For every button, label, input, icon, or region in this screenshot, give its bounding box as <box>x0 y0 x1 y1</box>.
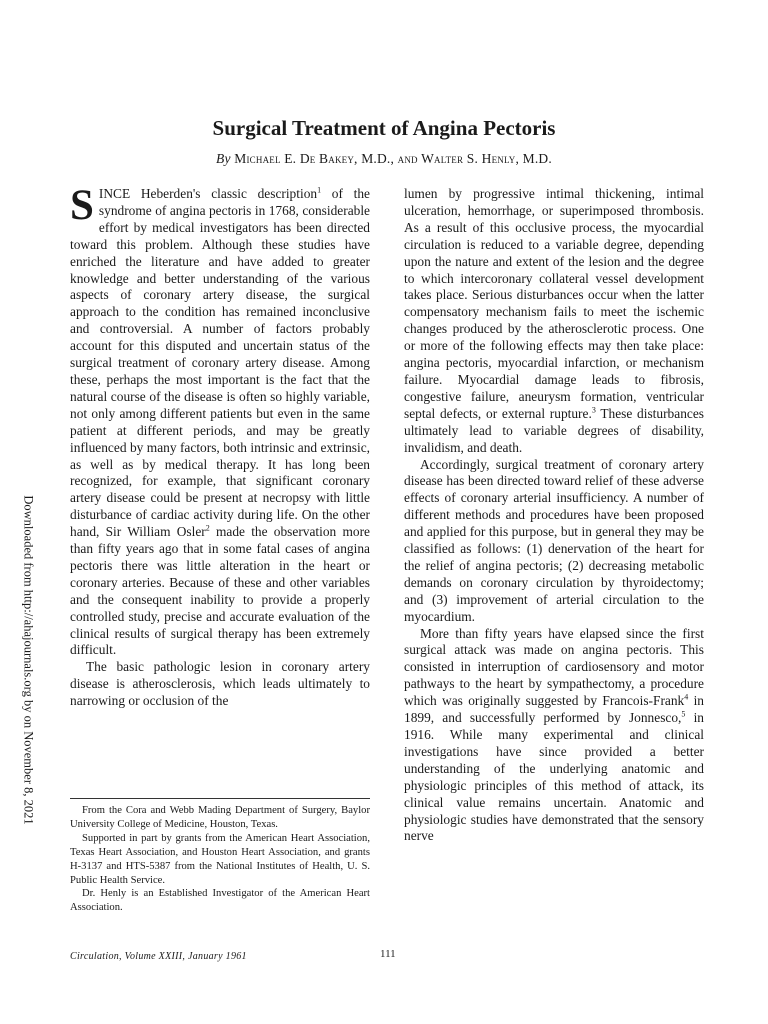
footnote-investigator: Dr. Henly is an Established Investigator of the American Heart Association. <box>70 888 370 914</box>
footnote-affiliation: From the Cora and Webb Mading Department of Surgery, Baylor University College of Medicine, Houston, Texas. <box>70 805 370 830</box>
right-paragraph-3 <box>404 626 704 846</box>
right-paragraph-1 <box>404 186 704 457</box>
left-p1-text-c: made the observation more than fifty years ago that in some fatal cases of angina pectoris there was little alteration in the heart or coronary arteries. Because of these and other variables and the consequent inability to provide a properly controlled study, precise and accurate evaluation of the clinical results of surgical therapy has been extremely difficult. <box>70 524 370 658</box>
right-p1-text-a: lumen by progressive intimal thickening, intimal ulceration, hemorrhage, or superimposed thrombosis. As a result of this occlusive process, the myocardial circulation is reduced to a variable degree, depending upon the nature and extent of the lesion and the degree to which intercoronary collateral vessel development takes place. Serious disturbances occur when the latter compensatory mechanism fails to meet the ischemic changes produced by the atherosclerotic process. One or more of the following effects may then take place: angina pectoris, myocardial infarction, or mechanism failure. Myocardial damage leads to fibrosis, congestive failure, aneurysm formation, ventricular septal defects, or external rupture. <box>404 186 704 421</box>
page-number: 111 <box>380 948 396 960</box>
left-p1-text-a: INCE Heberden's classic description <box>98 186 318 201</box>
right-paragraph-2: Accordingly, surgical treatment of coronary artery disease has been directed toward relief of these adverse effects of coronary arterial insufficiency. A number of different methods and procedures have been proposed and applied for this purpose, but in general they may be classified as follows: (1) denervation of the heart for the relief of angina pectoris; (2) decreasing metabolic demands on coronary circulation by thyroidectomy; and (3) improvement of arterial circulation to the myocardium. <box>404 456 704 624</box>
download-watermark: Downloaded from http://ahajournals.org by on November 8, 2021 <box>21 495 36 825</box>
drop-cap: S <box>70 182 94 229</box>
right-p3-text-c: in 1916. While many experimental and clinical investigations have since provided a better understanding of the underlying anatomic and physiologic principles of this method of attack, its clinical value remains uncertain. Anatomic and physiologic studies have demonstrated that the sensory nerve <box>404 710 705 844</box>
byline-prefix: By <box>216 151 231 166</box>
right-p3-text-a: More than fifty years have elapsed since the first surgical attack was made on angina pectoris. This consisted in interruption of cardiosensory and motor pathways to the heart by sympathectomy, a procedure which was originally suggested by Francois-Frank <box>404 625 704 709</box>
ref-5: 5 <box>681 709 686 719</box>
right-column <box>404 186 704 845</box>
footnotes <box>70 798 370 915</box>
footnote-support: Supported in part by grants from the American Heart Association, Texas Heart Association, and Houston Heart Association, and grants H-3137 and HTS-5387 from the National Institutes of Health, U. S. Public Health Service. <box>70 832 370 886</box>
journal-citation: Circulation, Volume XXIII, January 1961 <box>70 951 247 962</box>
ref-3: 3 <box>591 405 596 415</box>
left-paragraph-2: The basic pathologic lesion in coronary artery disease is atherosclerosis, which leads ultimately to narrowing or occlusion of the <box>70 659 370 709</box>
authors: Michael E. De Bakey, M.D., and Walter S. Henly, M.D. <box>234 151 552 166</box>
right-p1-text-b: These disturbances ultimately lead to variable degrees of disability, invalidism, and death. <box>404 405 704 455</box>
ref-4: 4 <box>684 692 689 702</box>
left-p1-text-b: of the syndrome of angina pectoris in 1768, considerable effort by medical investigators has been directed toward this problem. Although these studies have enriched the literature and have added to greater knowledge and better understanding of the various aspects of coronary artery disease, the surgical approach to the condition has remained inconclusive and controversial. A number of factors probably account for this disputed and uncertain status of the surgical treatment of coronary artery disease. Among these, perhaps the most important is the fact that the natural course of the disease is often so highly variable, not only among different patients but even in the same patient at different periods, and may be greatly influenced by many factors, both intrinsic and extrinsic, as well as by medical therapy. It has long been recognized, for example, that significant coronary artery disease could be present at necropsy with little disturbance of cardiac activity during life. On the other hand, Sir William Osler <box>70 186 370 540</box>
ref-1: 1 <box>317 185 322 195</box>
article-title: Surgical Treatment of Angina Pectoris <box>212 116 556 140</box>
left-paragraph-1 <box>70 182 370 659</box>
right-p3-text-b: in 1899, and successfully performed by Jonnesco, <box>404 693 705 726</box>
ref-2: 2 <box>205 523 210 533</box>
left-column <box>70 182 370 710</box>
byline <box>0 151 768 167</box>
